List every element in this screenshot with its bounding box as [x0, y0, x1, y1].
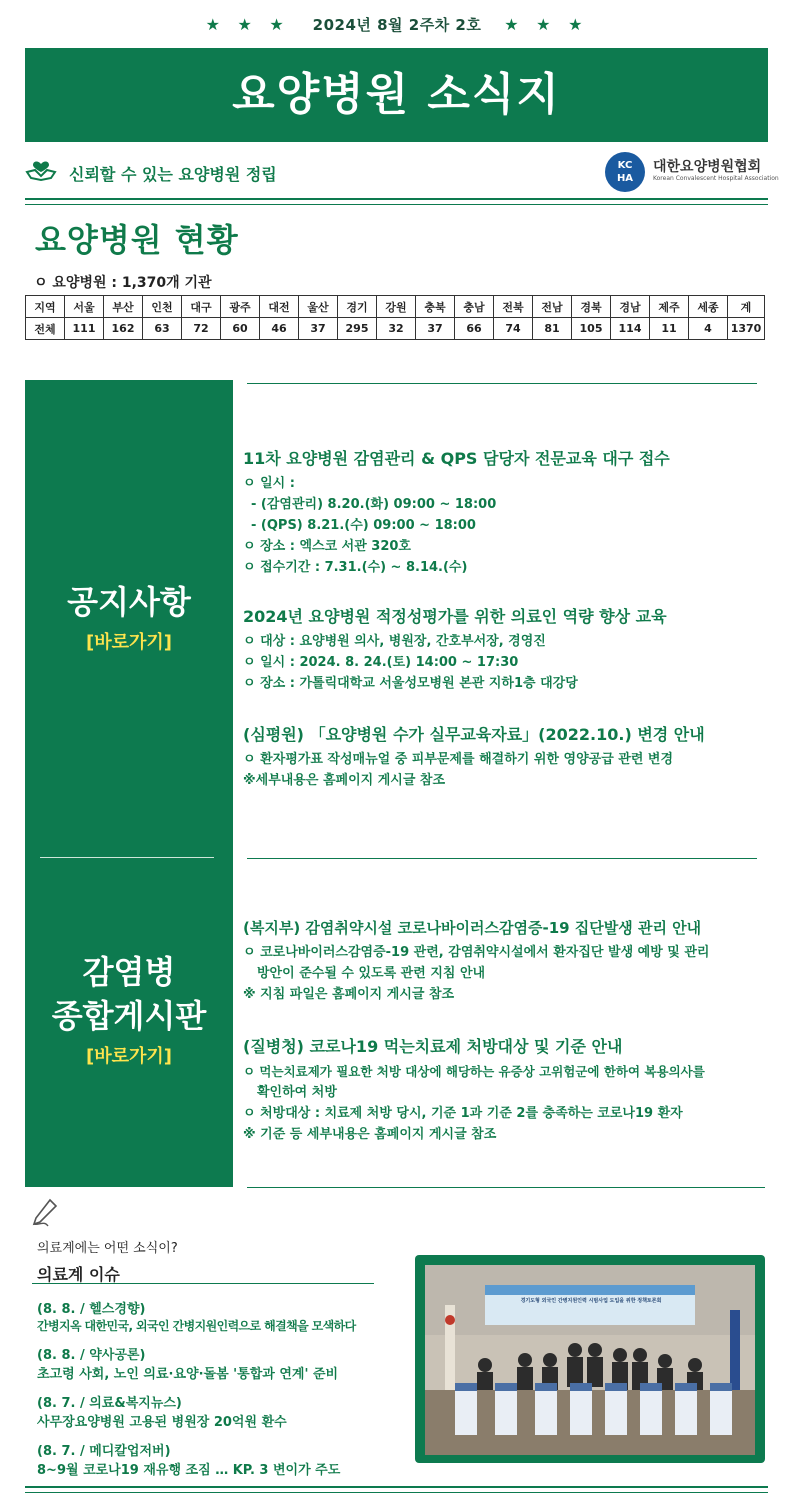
infection-item — [243, 917, 773, 1005]
table-cell: 서울 — [65, 296, 104, 318]
notice-panel — [25, 580, 233, 654]
news-list — [37, 1298, 417, 1478]
divider — [247, 383, 757, 384]
table-cell: 대구 — [182, 296, 221, 318]
edition-text: 2024년 8월 2주차 2호 — [312, 16, 482, 34]
table-cell: 162 — [104, 318, 143, 340]
news-source: (8. 8. / 약사공론) — [37, 1348, 146, 1363]
table-cell: 63 — [143, 318, 182, 340]
table-cell: 충남 — [455, 296, 494, 318]
table-cell: 295 — [338, 318, 377, 340]
notice-line: ㅇ 환자평가표 작성매뉴얼 중 피부문제를 해결하기 위한 영양공급 관련 변경 — [243, 752, 674, 767]
infection-item-title[interactable]: (복지부) 감염취약시설 코로나바이러스감염증-19 집단발생 관리 안내 — [243, 919, 702, 937]
table-cell: 37 — [299, 318, 338, 340]
table-cell: 강원 — [377, 296, 416, 318]
table-cell: 인천 — [143, 296, 182, 318]
news-headline[interactable]: 사무장요양병원 고용된 병원장 20억원 환수 — [37, 1415, 287, 1430]
table-cell: 세종 — [689, 296, 728, 318]
table-cell: 계 — [728, 296, 765, 318]
table-cell: 경남 — [611, 296, 650, 318]
divider — [247, 1187, 765, 1188]
stars-right: ★ ★ ★ — [504, 15, 589, 34]
list-item[interactable] — [37, 1298, 417, 1334]
table-cell: 32 — [377, 318, 416, 340]
event-photo — [425, 1265, 755, 1455]
list-item[interactable] — [37, 1440, 417, 1478]
table-cell: 105 — [572, 318, 611, 340]
table-header-row — [26, 296, 765, 318]
logo-name-en: Korean Convalescent Hospital Association — [653, 175, 779, 182]
table-cell: 114 — [611, 318, 650, 340]
panel-divider — [40, 857, 214, 858]
infection-line: ㅇ 코로나바이러스감염증-19 관련, 감염취약시설에서 환자집단 발생 예방 및 관리 — [243, 945, 710, 960]
news-title: 의료계 이슈 — [37, 1265, 120, 1284]
infection-line: 방안이 준수될 수 있도록 관련 지침 안내 — [257, 966, 486, 981]
infection-panel — [25, 950, 233, 1068]
table-cell: 지역 — [26, 296, 65, 318]
table-cell: 46 — [260, 318, 299, 340]
notice-line: ㅇ 장소 : 엑스코 서관 320호 — [243, 539, 411, 554]
table-cell: 전남 — [533, 296, 572, 318]
news-headline[interactable]: 8~9월 코로나19 재유행 조짐 … KP. 3 변이가 주도 — [37, 1463, 341, 1478]
slogan-text: 신뢰할 수 있는 요양병원 정립 — [69, 165, 277, 184]
region-stat-table — [25, 295, 765, 340]
table-cell: 1370 — [728, 318, 765, 340]
notice-item — [243, 604, 763, 694]
slogan-row — [25, 150, 779, 196]
table-cell: 60 — [221, 318, 260, 340]
divider — [25, 198, 768, 200]
hospital-count: ㅇ 요양병원 : 1,370개 기관 — [34, 275, 212, 291]
table-cell: 전북 — [494, 296, 533, 318]
table-cell: 경기 — [338, 296, 377, 318]
infection-title-2: 종합게시판 — [51, 997, 207, 1035]
notice-line: ㅇ 일시 : — [243, 476, 295, 491]
pen-drawing-icon — [30, 1198, 58, 1228]
table-cell: 제주 — [650, 296, 689, 318]
list-item[interactable] — [37, 1344, 417, 1382]
table-cell: 11 — [650, 318, 689, 340]
title-banner — [25, 48, 768, 142]
logo-abbr-bottom: HA — [616, 173, 634, 184]
divider — [247, 858, 757, 859]
table-cell: 72 — [182, 318, 221, 340]
notice-item-title[interactable]: 11차 요양병원 감염관리 & QPS 담당자 전문교육 대구 접수 — [243, 449, 670, 468]
divider — [32, 1283, 374, 1284]
table-row — [26, 318, 765, 340]
photo-banner-text: 경기도형 외국인 간병지원인력 시범사업 도입을 위한 정책토론회 — [520, 1298, 662, 1304]
infection-item-title[interactable]: (질병청) 코로나19 먹는치료제 처방대상 및 기준 안내 — [243, 1037, 623, 1056]
notice-line: ㅇ 접수기간 : 7.31.(수) ~ 8.14.(수) — [243, 560, 468, 575]
infection-line: ㅇ 먹는치료제가 필요한 처방 대상에 해당하는 유증상 고위험군에 한하여 복용의사를 — [243, 1064, 705, 1079]
notice-line: - (QPS) 8.21.(수) 09:00 ~ 18:00 — [251, 518, 476, 533]
table-cell: 111 — [65, 318, 104, 340]
table-cell: 부산 — [104, 296, 143, 318]
table-cell: 충북 — [416, 296, 455, 318]
table-cell: 4 — [689, 318, 728, 340]
news-source: (8. 7. / 메디칼업저버) — [37, 1444, 171, 1459]
status-title: 요양병원 현황 — [35, 221, 239, 259]
table-cell: 대전 — [260, 296, 299, 318]
table-cell: 전체 — [26, 318, 65, 340]
notice-item — [243, 722, 763, 791]
notice-line: ㅇ 장소 : 가톨릭대학교 서울성모병원 본관 지하1층 대강당 — [243, 676, 578, 691]
infection-line: 확인하여 처방 — [257, 1085, 337, 1100]
notice-item-title[interactable]: (심평원) 「요양병원 수가 실무교육자료」(2022.10.) 변경 안내 — [243, 725, 705, 744]
notice-line: - (감염관리) 8.20.(화) 09:00 ~ 18:00 — [251, 497, 497, 512]
news-headline[interactable]: 초고령 사회, 노인 의료·요양·돌봄 '통합과 연계' 준비 — [37, 1367, 339, 1382]
table-cell: 37 — [416, 318, 455, 340]
logo-name-ko: 대한요양병원협회 — [653, 159, 762, 175]
notice-link[interactable]: [바로가기] — [85, 632, 172, 653]
table-cell: 66 — [455, 318, 494, 340]
divider — [25, 1486, 768, 1488]
table-cell: 경북 — [572, 296, 611, 318]
notice-line: ※세부내용은 홈페이지 게시글 참조 — [243, 773, 446, 788]
news-subtitle: 의료계에는 어떤 소식이? — [37, 1241, 178, 1256]
infection-line: ※ 기준 등 세부내용은 홈페이지 게시글 참조 — [243, 1127, 497, 1142]
edition-line — [0, 14, 794, 35]
handshake-heart-icon — [25, 158, 57, 182]
news-source: (8. 7. / 의료&복지뉴스) — [37, 1396, 182, 1411]
infection-link[interactable]: [바로가기] — [85, 1046, 172, 1067]
infection-line: ※ 지침 파일은 홈페이지 게시글 참조 — [243, 987, 455, 1002]
newsletter-title: 요양병원 소식지 — [232, 69, 561, 120]
stars-left: ★ ★ ★ — [205, 15, 290, 34]
notice-item — [243, 446, 763, 578]
table-cell: 울산 — [299, 296, 338, 318]
infection-item — [243, 1034, 783, 1145]
notice-line: ㅇ 대상 : 요양병원 의사, 병원장, 간호부서장, 경영진 — [243, 634, 546, 649]
kcha-emblem — [605, 152, 645, 192]
divider — [25, 204, 768, 205]
list-item[interactable] — [37, 1392, 417, 1430]
notice-line: ㅇ 일시 : 2024. 8. 24.(토) 14:00 ~ 17:30 — [243, 655, 519, 670]
infection-line: ㅇ 처방대상 : 치료제 처방 당시, 기준 1과 기준 2를 충족하는 코로나19 환자 — [243, 1106, 683, 1121]
logo-abbr-top: KC — [617, 160, 633, 171]
divider — [25, 1492, 768, 1493]
notice-title: 공지사항 — [67, 583, 191, 621]
news-headline[interactable]: 간병지옥 대한민국, 외국인 간병지원인력으로 해결책을 모색하다 — [37, 1319, 356, 1333]
notice-item-title[interactable]: 2024년 요양병원 적정성평가를 위한 의료인 역량 향상 교육 — [243, 607, 667, 626]
news-source: (8. 8. / 헬스경향) — [37, 1302, 146, 1317]
infection-title-1: 감염병 — [82, 953, 176, 991]
table-cell: 광주 — [221, 296, 260, 318]
association-logo — [605, 152, 779, 192]
table-cell: 81 — [533, 318, 572, 340]
table-cell: 74 — [494, 318, 533, 340]
